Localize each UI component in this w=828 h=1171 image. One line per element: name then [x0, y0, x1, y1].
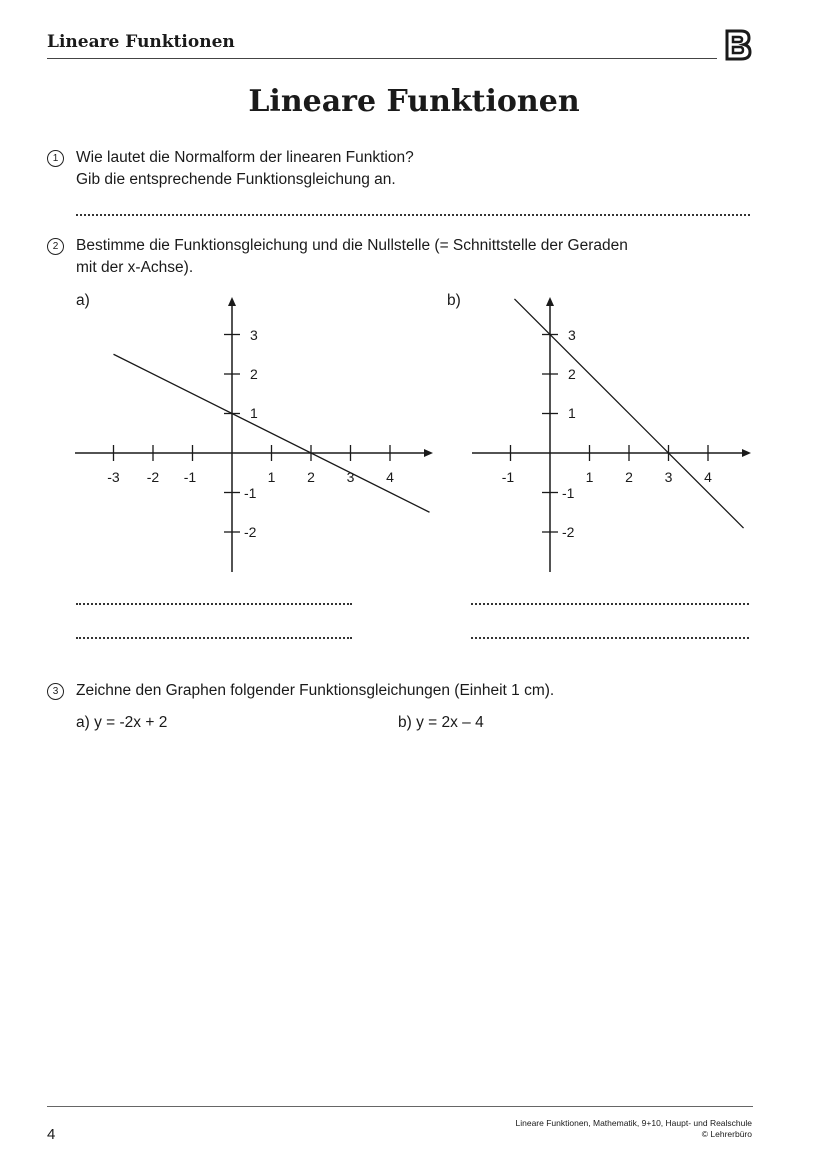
footer-line-2: © Lehrerbüro — [701, 1129, 752, 1139]
task-3-line-1: Zeichne den Graphen folgender Funktionsgleichungen (Einheit 1 cm). — [76, 682, 555, 699]
graph-a-y-label: 1 — [250, 405, 258, 421]
graph-b-x-label: 2 — [625, 469, 633, 485]
graph-b-x-label: 3 — [664, 469, 673, 485]
graph-a-x-label: 2 — [307, 469, 315, 485]
graph-b-y-label: -1 — [562, 485, 575, 501]
answer-line-2a-1[interactable] — [76, 603, 352, 605]
graph-a-x-label: 1 — [267, 469, 276, 485]
footer-credits — [516, 1118, 753, 1140]
page-title: Lineare Funktionen — [248, 84, 580, 119]
task-number-3: 3 — [47, 683, 64, 700]
task-3-equation-a: a) y = -2x + 2 — [76, 714, 168, 731]
graph-a-x-label: -3 — [107, 469, 120, 485]
task-3-equation-b: b) y = 2x – 4 — [398, 714, 484, 731]
page-number: 4 — [47, 1126, 56, 1143]
header-title: Lineare Funktionen — [47, 32, 235, 52]
graph-b-y-label: -2 — [562, 524, 575, 540]
answer-line-2b-1[interactable] — [471, 603, 749, 605]
task-3 — [47, 680, 554, 702]
graph-a-x-label: -1 — [183, 469, 197, 485]
footer-rule — [47, 1106, 753, 1107]
graph-a-y-label: 3 — [250, 327, 258, 343]
graph-b-label: b) — [447, 292, 461, 309]
task-number-1: 1 — [47, 150, 64, 167]
graph-a-x-label: 4 — [386, 469, 394, 485]
graph-b-y-label: 1 — [568, 405, 576, 421]
graph-a-y-label: -1 — [244, 485, 257, 501]
graph-b-y-arrow — [546, 297, 554, 306]
graph-b-y-label: 3 — [568, 327, 576, 343]
graph-a-x-label: -2 — [146, 469, 160, 485]
graph-a-y-label: -2 — [244, 524, 257, 540]
task-1-line-2: Gib die entsprechende Funktionsgleichung an. — [76, 171, 396, 188]
graph-b-x-arrow — [742, 449, 751, 457]
graph-b-x-label: 4 — [704, 469, 712, 485]
graph-b-x-label: -1 — [501, 469, 515, 485]
answer-line-2b-2[interactable] — [471, 637, 749, 639]
graph-a-x-label: 3 — [346, 469, 355, 485]
footer-line-1: Lineare Funktionen, Mathematik, 9+10, Haupt- und Realschule — [515, 1118, 752, 1128]
task-number-2: 2 — [47, 238, 64, 255]
task-2-line-2: mit der x-Achse). — [76, 259, 194, 276]
task-1-line-1: Wie lautet die Normalform der linearen Funktion? — [76, 149, 414, 166]
graph-a-y-label: 2 — [250, 366, 258, 382]
graph-b-x-label: 1 — [585, 469, 594, 485]
graph-b-y-label: 2 — [568, 366, 576, 382]
answer-line-2a-2[interactable] — [76, 637, 352, 639]
graph-a-label: a) — [76, 292, 90, 309]
task-2-line-1: Bestimme die Funktionsgleichung und die Nullstelle (= Schnittstelle der Geraden — [76, 237, 628, 254]
